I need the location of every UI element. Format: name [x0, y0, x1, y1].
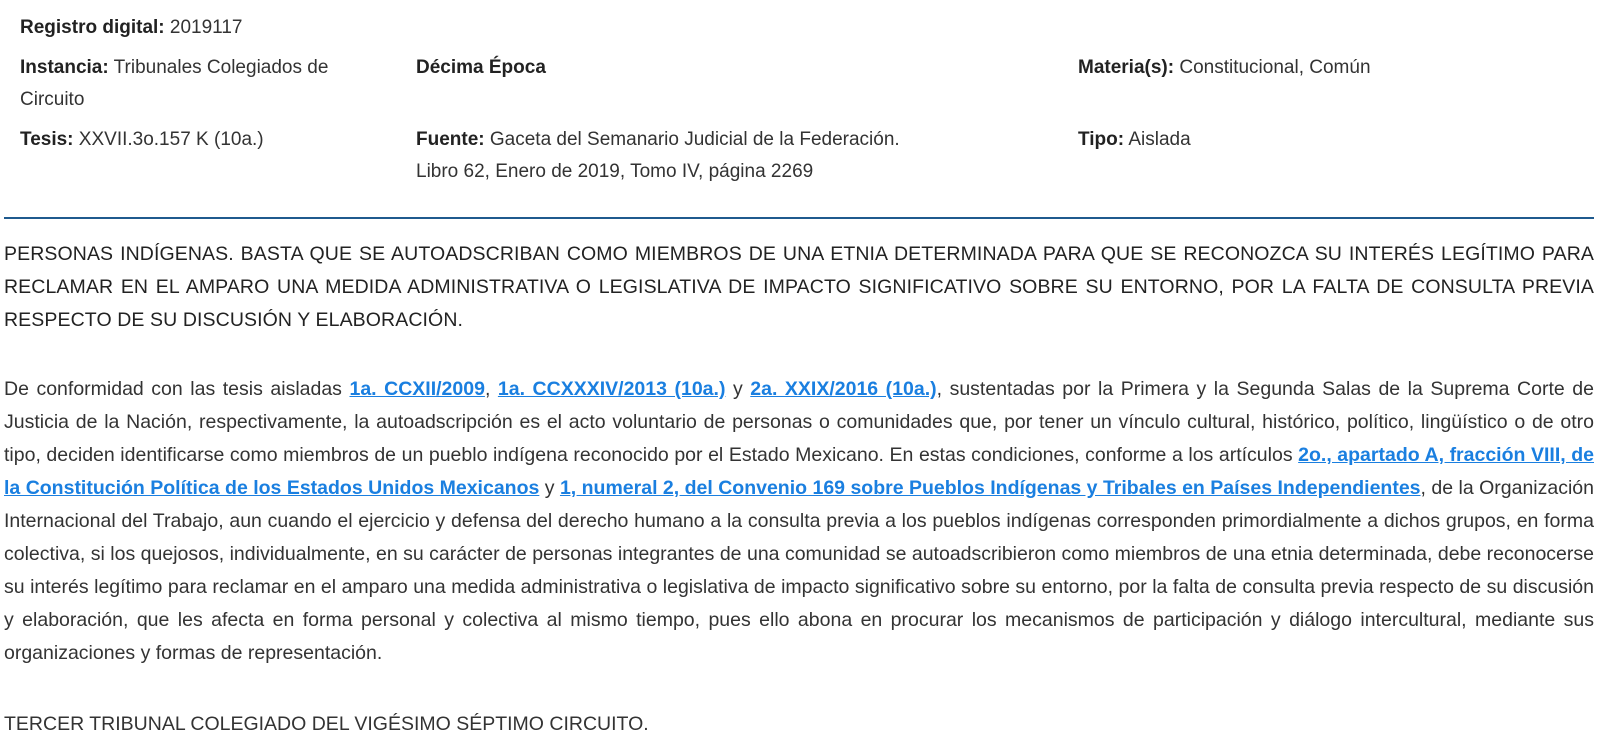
texto-part-3: y — [725, 378, 751, 400]
materias-value: Constitucional, Común — [1174, 57, 1371, 78]
tesis-label: Tesis: — [20, 129, 74, 150]
materias-label: Materia(s): — [1078, 57, 1175, 78]
epoca — [416, 52, 976, 84]
registro-label: Registro digital: — [20, 17, 165, 38]
tipo — [1078, 124, 1578, 156]
link-articulo-2-constitucion[interactable]: 2o., apartado A, fracción VIII, de la Constitución Política de los Estados Unidos Mexicanos — [4, 444, 1594, 499]
tipo-label: Tipo: — [1078, 129, 1125, 150]
registro-value: 2019117 — [164, 17, 243, 38]
fuente — [416, 124, 936, 188]
tesis-rubro: PERSONAS INDÍGENAS. BASTA QUE SE AUTOADSCRIBAN COMO MIEMBROS DE UNA ETNIA DETERMINADA PARA QUE SE RECONOZCA SU INTERÉS LEGÍTIMO PARA RECLAMAR EN EL AMPARO UNA MEDIDA ADMINISTRATIVA O LEGISLATIVA DE IMPACTO SIGNIFICATIVO SOBRE SU ENTORNO, POR LA FALTA DE CONSULTA PREVIA RESPECTO DE SU DISCUSIÓN Y ELABORACIÓN. — [4, 243, 1594, 331]
texto-part-5: y — [539, 477, 560, 499]
fuente-value: Gaceta del Semanario Judicial de la Federación. Libro 62, Enero de 2019, Tomo IV, página 2269 — [416, 129, 900, 182]
texto-part-4: , sustentadas por la Primera y la Segunda Salas de la Suprema Corte de Justicia de la Nación, respectivamente, la autoadscripción es el acto voluntario de personas o comunidades que, por tener un vínculo cultural, histórico, político, lingüístico o de otro tipo, deciden identificarse como miembros de un pueblo indígena reconocido por el Estado Mexicano. En estas condiciones, conforme a los artículos — [4, 378, 1594, 466]
link-tesis-1a-ccxxxiv-2013[interactable]: 1a. CCXXXIV/2013 (10a.) — [497, 378, 726, 400]
texto-part-6: , de la Organización Internacional del Trabajo, aun cuando el ejercicio y defensa del derecho humano a la consulta previa a los pueblos indígenas corresponden primordialmente a dichos grupos, en forma colectiva, si los quejosos, individualmente, en su carácter de personas integrantes de una comunidad se autoadscribieron como miembros de una etnia determinada, debe reconocerse su interés legítimo para reclamar en el amparo una medida administrativa o legislativa de impacto significativo sobre su entorno, por la falta de consulta previa respecto de su discusión y elaboración, que les afecta en forma personal y colectiva al mismo tiempo, pues ello abona en procurar los mecanismos de participación y diálogo intercultural, mediante sus organizaciones y formas de representación. — [4, 477, 1594, 664]
tesis — [20, 124, 380, 156]
fuente-label: Fuente: — [416, 129, 485, 150]
materias — [1078, 52, 1578, 84]
link-tesis-2a-xxix-2016[interactable]: 2a. XXIX/2016 (10a.) — [750, 378, 937, 400]
tribunal-name: TERCER TRIBUNAL COLEGIADO DEL VIGÉSIMO SÉPTIMO CIRCUITO. — [4, 713, 649, 735]
texto-part-2: , — [484, 378, 498, 400]
instancia — [20, 52, 380, 116]
instancia-value: Tribunales Colegiados de Circuito — [20, 57, 329, 110]
instancia-label: Instancia: — [20, 57, 109, 78]
link-tesis-1a-ccxii-2009[interactable]: 1a. CCXII/2009 — [349, 378, 485, 400]
epoca-label: Décima Época — [416, 57, 546, 78]
registro-digital — [20, 12, 380, 44]
link-convenio-169[interactable]: 1, numeral 2, del Convenio 169 sobre Pueblos Indígenas y Tribales en Países Independientes — [559, 477, 1421, 499]
tipo-value: Aislada — [1124, 129, 1191, 150]
tesis-texto — [4, 373, 1594, 670]
tesis-value: XXVII.3o.157 K (10a.) — [73, 129, 264, 150]
section-divider — [4, 217, 1594, 219]
texto-part-1: De conformidad con las tesis aisladas — [4, 378, 350, 400]
